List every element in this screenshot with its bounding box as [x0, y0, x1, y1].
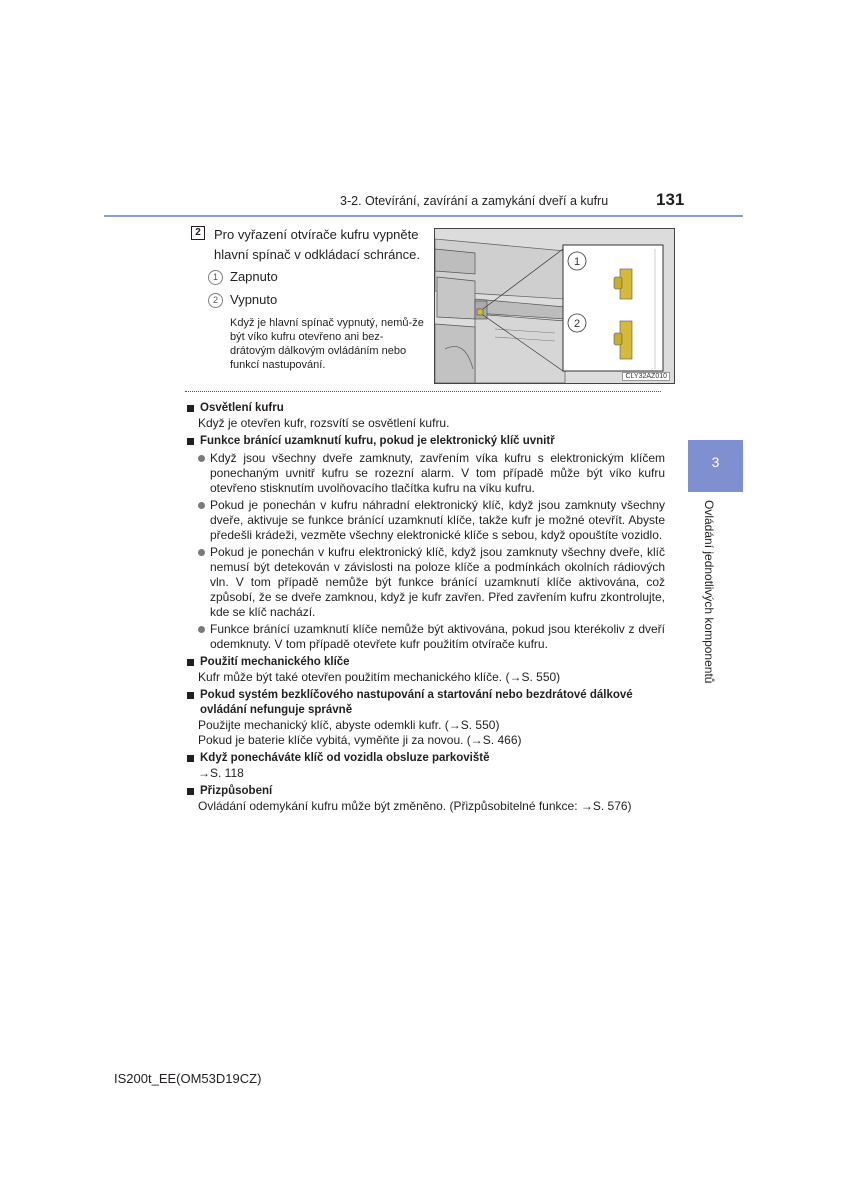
- callout-1: 1: [573, 256, 581, 268]
- section-paragraph: Pokud je baterie klíče vybitá, vyměňte ji za novou. (→S. 466): [198, 733, 522, 747]
- step-text: Pro vyřazení otvírače kufru vypněte hlavní spínač v odkládací schránce.: [214, 227, 420, 262]
- section-trunk-light: [185, 401, 665, 431]
- glovebox-figure: [434, 228, 675, 384]
- bullet-dot-icon: [198, 455, 205, 462]
- bullet-dot-icon: [198, 549, 205, 556]
- bullet-item: Pokud je ponechán v kufru elektronický klíč, když jsou zamknuty všechny dveře, klíč nemusí být detekován v závislosti na poloze klíče a podmínkách okolních rádiových vln. V tom případě nemůže být funkce bránící uzamknutí klíče aktivována, což způsobí, že se dveře zamknou, když je kufr zavřen. Před zavřením kufru zkontrolujte, kde se klíč nachází.: [198, 545, 665, 620]
- section-paragraph: Ovládání odemykání kufru může být změněno. (Přizpůsobitelné funkce: →S. 576): [198, 799, 632, 813]
- chapter-tab-label: Ovládání jednotlivých komponentů: [702, 500, 716, 684]
- section-heading: Použití mechanického klíče: [185, 655, 665, 670]
- step-note: Když je hlavní spínač vypnutý, nemů-že být víko kufru otevřeno ani bez-drátovým dálkovým ovládáním nebo funkcí nastupování.: [230, 317, 424, 371]
- square-bullet-icon: [187, 405, 194, 412]
- bullet-item: Funkce bránící uzamknutí klíče nemůže být aktivována, pokud jsou kterékoliv z dveří odemknuty. V tom případě otevřete kufr použitím otvírače kufru.: [198, 622, 665, 652]
- section-heading: Přizpůsobení: [185, 784, 665, 799]
- figure-code: CLY32AZ010: [622, 372, 670, 381]
- section-key-lock-prevention: [185, 434, 665, 652]
- square-bullet-icon: [187, 438, 194, 445]
- step-number-box: 2: [191, 226, 205, 240]
- bullet-dot-icon: [198, 502, 205, 509]
- section-heading: Pokud systém bezklíčového nastupování a startování nebo bezdrátové dálkové ovládání nefunguje správně: [185, 688, 665, 718]
- option-1-label: Zapnuto: [230, 269, 278, 284]
- chapter-tab: 3: [688, 440, 743, 492]
- content-sections: [185, 398, 665, 814]
- section-paragraph: →S. 118: [198, 766, 244, 780]
- footer-code: IS200t_EE(OM53D19CZ): [114, 1071, 262, 1086]
- option-2-label: Vypnuto: [230, 292, 278, 307]
- square-bullet-icon: [187, 788, 194, 795]
- section-paragraph: Kufr může být také otevřen použitím mechanického klíče. (→S. 550): [198, 670, 561, 684]
- section-heading: Osvětlení kufru: [185, 401, 665, 416]
- bullet-dot-icon: [198, 626, 205, 633]
- section-divider: [185, 391, 661, 392]
- section-heading: Když ponecháváte klíč od vozidla obsluze parkoviště: [185, 751, 665, 766]
- square-bullet-icon: [187, 692, 194, 699]
- bullet-item: Pokud je ponechán v kufru náhradní elektronický klíč, když jsou zamknuty všechny dveře, aktivuje se funkce bránící uzamknutí klíče, takže kufr je možné otevřít. Abyste předešli krádeži, vezměte všechny elektronické klíče s sebou, když opouštíte vozidlo.: [198, 498, 665, 543]
- section-system-malfunction: [185, 688, 665, 748]
- bullet-item: Když jsou všechny dveře zamknuty, zavřením víka kufru s elektronickým klíčem ponechaným uvnitř kufru se rozezní alarm. V tom případě může být víko kufru otevřeno stisknutím uvolňovacího tlačítka kufru na víku kufru.: [198, 451, 665, 496]
- section-paragraph: Když je otevřen kufr, rozsvítí se osvětlení kufru.: [198, 416, 450, 430]
- section-valet: [185, 751, 665, 781]
- section-customization: [185, 784, 665, 814]
- square-bullet-icon: [187, 755, 194, 762]
- option-1-marker: 1: [208, 270, 223, 285]
- square-bullet-icon: [187, 659, 194, 666]
- page-number: 131: [656, 190, 685, 209]
- callout-2: 2: [573, 318, 581, 330]
- header-rule: [104, 215, 743, 217]
- section-paragraph: Použijte mechanický klíč, abyste odemkli kufr. (→S. 550): [198, 718, 500, 732]
- section-mechanical-key: [185, 655, 665, 685]
- section-heading: Funkce bránící uzamknutí kufru, pokud je elektronický klíč uvnitř: [185, 434, 665, 449]
- section-title: 3-2. Otevírání, zavírání a zamykání dveří a kufru: [340, 194, 609, 208]
- option-2-marker: 2: [208, 293, 223, 308]
- glovebox-illustration: [435, 229, 674, 383]
